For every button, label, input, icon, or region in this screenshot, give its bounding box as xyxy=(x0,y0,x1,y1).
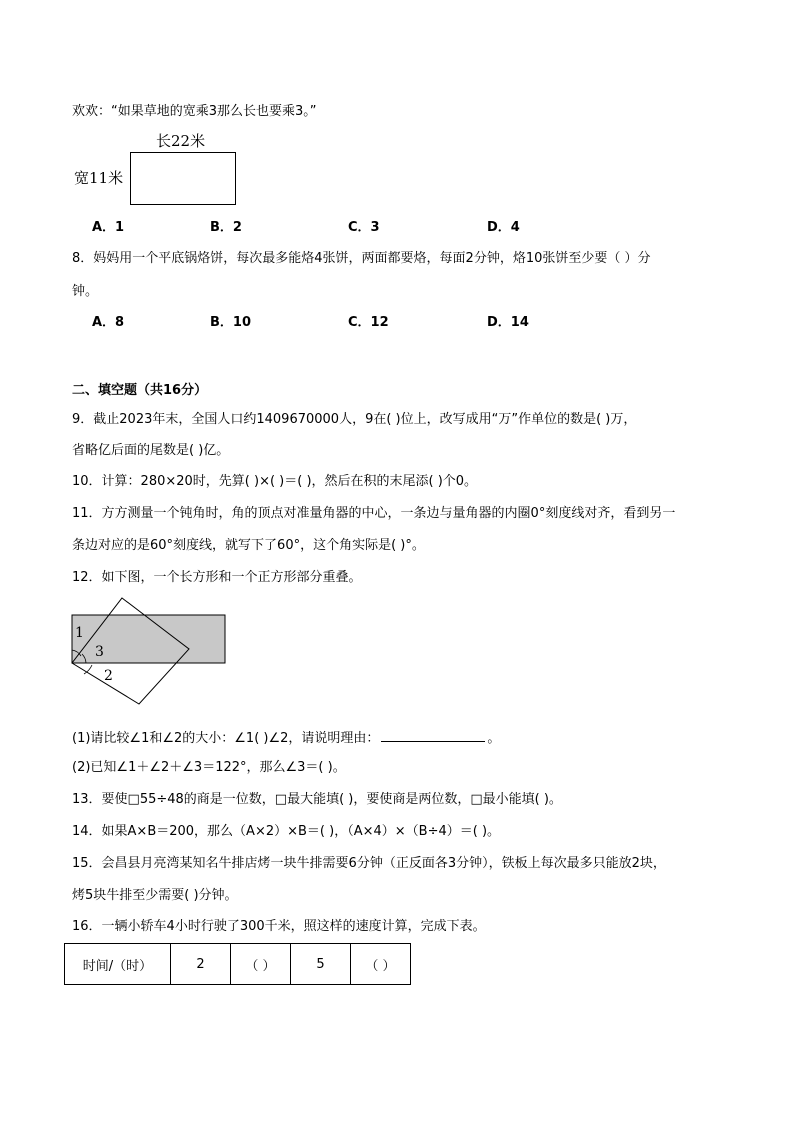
q12-sub1-text: (1)请比较∠1和∠2的大小：∠1( )∠2，请说明理由： xyxy=(72,731,380,746)
q8-text-line2: 钟。 xyxy=(72,284,99,299)
q12-sub2: (2)已知∠1＋∠2＋∠3＝122°，那么∠3＝( )。 xyxy=(72,760,346,775)
angle-label-2: 2 xyxy=(104,668,113,684)
q7-quote: 欢欢：“如果草地的宽乘3那么长也要乘3。” xyxy=(72,104,317,119)
table-cell[interactable]: （ ） xyxy=(351,944,411,985)
table-cell: 5 xyxy=(291,944,351,985)
q11-text-line2: 条边对应的是60°刻度线，就写下了60°，这个角实际是( )°。 xyxy=(72,538,425,553)
q7-option-d: D．4 xyxy=(487,220,520,235)
q12-overlap-figure xyxy=(60,592,240,712)
q13-text: 13．要使□55÷48的商是一位数，□最大能填( )，要使商是两位数，□最小能填( )。 xyxy=(72,792,562,807)
q7-option-a: A．1 xyxy=(92,220,125,235)
q16-table xyxy=(64,943,411,985)
table-row xyxy=(65,944,411,985)
q8-text-line1: 8．妈妈用一个平底锅烙饼，每次最多能烙4张饼，两面都要烙，每面2分钟，烙10张饼至少要（ ）分 xyxy=(72,251,651,266)
q8-option-c: C．12 xyxy=(348,315,389,330)
q15-text-line2: 烤5块牛排至少需要( )分钟。 xyxy=(72,888,238,903)
table-header-cell: 时间/（时） xyxy=(65,944,171,985)
angle-label-1: 1 xyxy=(75,625,84,641)
angle-label-3: 3 xyxy=(95,644,104,660)
q12-sub1-end: 。 xyxy=(487,731,501,746)
q9-text-line2: 省略亿后面的尾数是( )亿。 xyxy=(72,443,230,458)
q12-reason-blank[interactable] xyxy=(381,729,485,742)
table-cell: 2 xyxy=(171,944,231,985)
section-title-fill-in: 二、填空题（共16分） xyxy=(72,383,208,398)
q7-option-b: B．2 xyxy=(210,220,242,235)
q8-option-a: A．8 xyxy=(92,315,125,330)
q9-text-line1: 9．截止2023年末，全国人口约1409670000人，9在( )位上，改写成用“万”作单位的数是( )万， xyxy=(72,412,637,427)
q11-text-line1: 11．方方测量一个钝角时，角的顶点对准量角器的中心，一条边与量角器的内圈0°刻度线对齐，看到另一 xyxy=(72,506,676,521)
q7-option-c: C．3 xyxy=(348,220,380,235)
q7-rectangle-figure xyxy=(130,152,236,205)
q14-text: 14．如果A×B＝200，那么（A×2）×B＝( )，（A×4）×（B÷4）＝( )。 xyxy=(72,824,501,839)
q16-text: 16．一辆小轿车4小时行驶了300千米，照这样的速度计算，完成下表。 xyxy=(72,919,486,934)
q7-figure-width-label: 宽11米 xyxy=(74,169,124,187)
q10-text: 10．计算：280×20时，先算( )×( )＝( )，然后在积的末尾添( )个0。 xyxy=(72,474,478,489)
q8-option-b: B．10 xyxy=(210,315,251,330)
q12-text: 12．如下图，一个长方形和一个正方形部分重叠。 xyxy=(72,570,362,585)
q15-text-line1: 15．会昌县月亮湾某知名牛排店烤一块牛排需要6分钟（正反面各3分钟），铁板上每次最多只能放2块， xyxy=(72,856,666,871)
table-cell[interactable]: （ ） xyxy=(231,944,291,985)
q8-option-d: D．14 xyxy=(487,315,529,330)
q12-sub1 xyxy=(72,729,500,747)
q7-figure-length-label: 长22米 xyxy=(156,132,206,150)
